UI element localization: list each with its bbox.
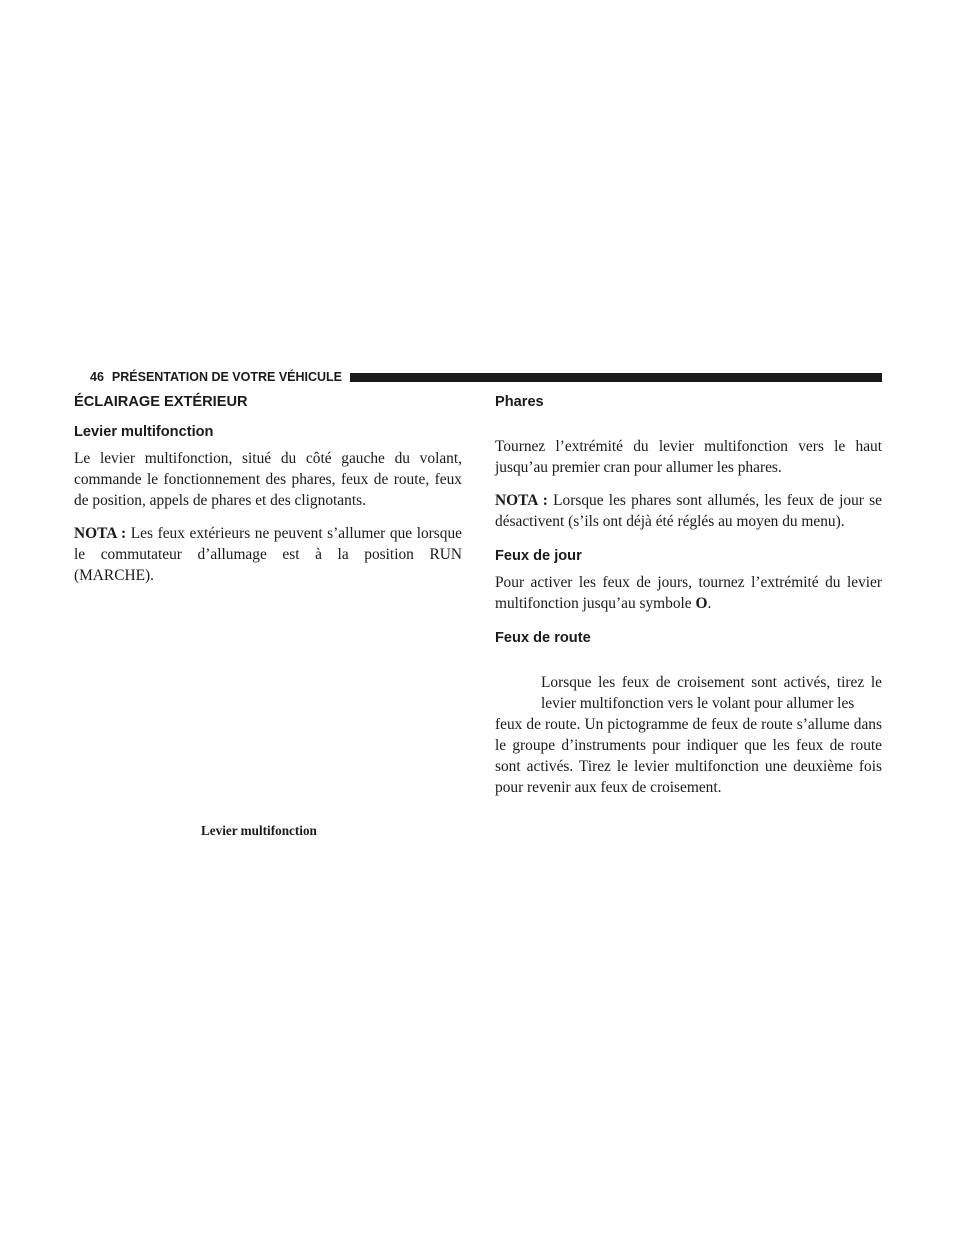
nota-text: Lorsque les phares sont allumés, les feux de jour se désactivent (s’ils ont déjà été réglés au moyen du menu). [495, 492, 882, 530]
nota-label: NOTA : [74, 525, 127, 542]
section-title: ÉCLAIRAGE EXTÉRIEUR [74, 394, 248, 410]
page-number: 46 [90, 370, 104, 384]
right-column [495, 392, 882, 798]
left-column [74, 392, 462, 586]
chapter-title: PRÉSENTATION DE VOTRE VÉHICULE [111, 370, 343, 384]
paragraph-levier: Le levier multifonction, situé du côté gauche du volant, commande le fonctionnement des phares, feux de route, feux de position, appels de phares et des clignotants. [74, 450, 462, 509]
nota-text: Les feux extérieurs ne peuvent s’allumer que lorsque le commutateur d’allumage est à la position RUN (MARCHE). [74, 525, 462, 584]
nota-right [495, 490, 882, 532]
nota-left [74, 523, 462, 586]
paragraph-feux-route: feux de route. Un pictogramme de feux de route s’allume dans le groupe d’instruments pour indiquer que les feux de route sont activés. Tirez le levier multifonction une deuxième fois pour revenir aux feux de croisement. [495, 716, 882, 796]
page-header [90, 367, 882, 387]
subheading-feux-jour: Feux de jour [495, 548, 582, 564]
nota-label: NOTA : [495, 492, 548, 509]
figure-caption: Levier multifonction [201, 823, 317, 838]
paragraph-feux-jour: Pour activer les feux de jours, tournez l’extrémité du levier multifonction jusqu’au symbole O. [495, 574, 882, 612]
symbol-o: O [695, 595, 708, 612]
paragraph-phares: Tournez l’extrémité du levier multifonction vers le haut jusqu’au premier cran pour allumer les phares. [495, 438, 882, 476]
subheading-levier: Levier multifonction [74, 424, 214, 440]
subheading-feux-route: Feux de route [495, 630, 591, 646]
header-rule [350, 373, 882, 382]
paragraph-feux-route-lead: Lorsque les feux de croisement sont activés, tirez le levier multifonction vers le volant pour allumer les [541, 674, 882, 712]
subheading-phares: Phares [495, 394, 544, 410]
